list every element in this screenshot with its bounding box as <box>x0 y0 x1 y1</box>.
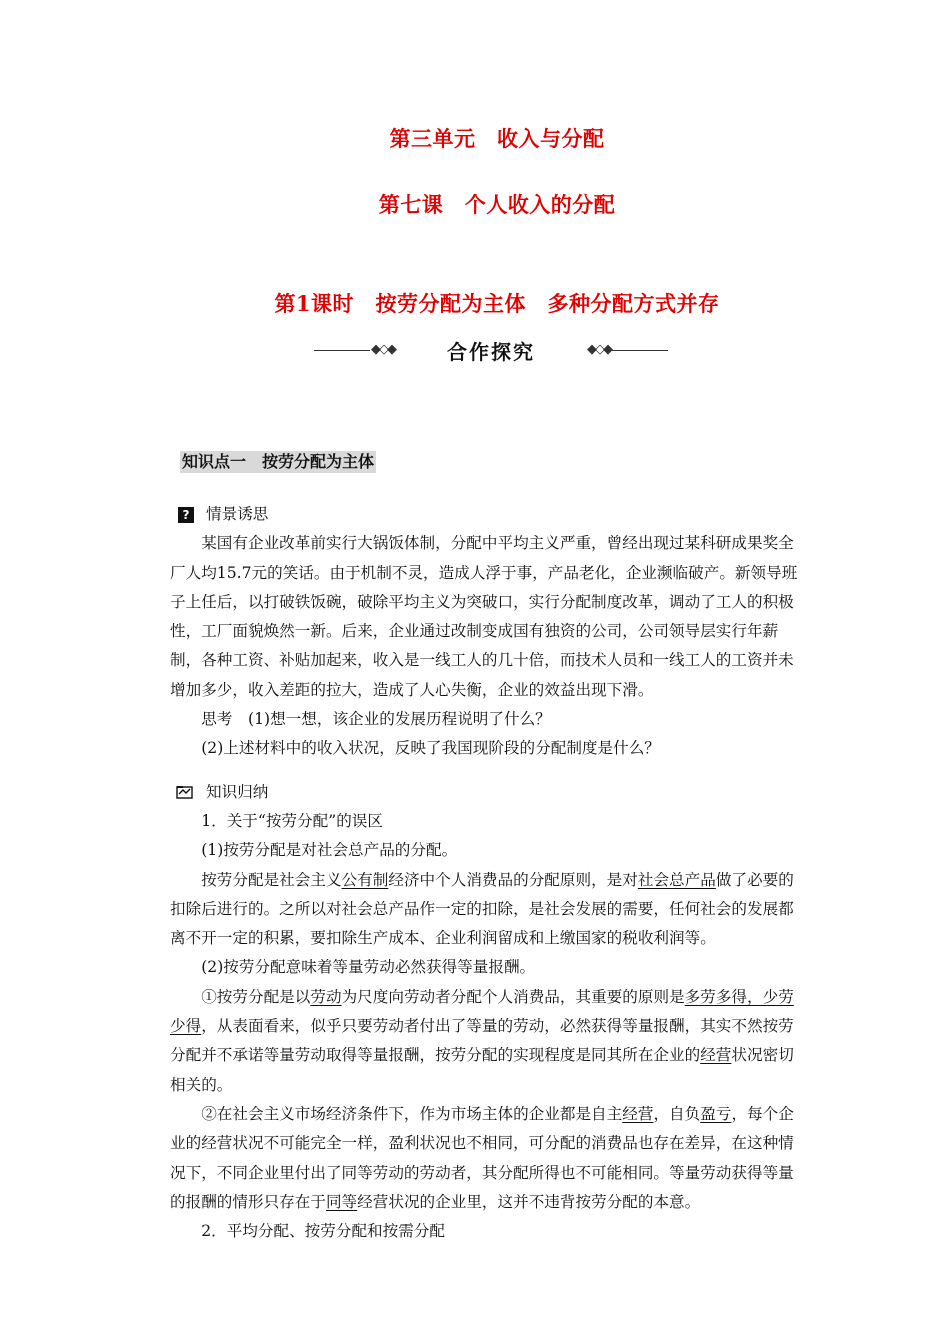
summary-paragraph-1: 按劳分配是社会主义公有制经济中个人消费品的分配原则，是对社会总产品做了必要的扣除后进行的。之所以对社会总产品作一定的扣除，是社会发展的需要，任何社会的发展都离不开一定的积累，要扣除生产成本、企业利润留成和上缴国家的税收利润等。 <box>170 870 794 948</box>
think-question-1 <box>170 705 806 734</box>
notebook-icon <box>176 785 194 799</box>
banner-title: 合作探究 <box>447 340 535 364</box>
summary-label-row <box>170 778 806 807</box>
summary-paragraph-3: ②在社会主义市场经济条件下，作为市场主体的企业都是自主经营，自负盈亏，每个企业的经营状况不可能完全一样，盈利状况也不相同，可分配的消费品也存在差异，在这种情况下，不同企业里付出了同等劳动的劳动者，其分配所得也不可能相同。等量劳动获得等量的报酬的情形只存在于同等经营状况的企业里，这并不违背按劳分配的本意。 <box>170 1104 794 1211</box>
summary-heading-2: 2．平均分配、按劳分配和按需分配 <box>201 1222 446 1241</box>
scenario-label-row <box>170 500 806 529</box>
banner-divider-right <box>612 350 668 351</box>
underlined-term: 盈亏 <box>700 1104 732 1123</box>
underlined-term: 经营 <box>700 1046 732 1065</box>
section-banner <box>314 336 668 364</box>
knowledge-point-title: 按劳分配为主体 <box>262 452 375 471</box>
unit-title: 第三单元 收入与分配 <box>389 126 605 151</box>
underlined-term: 公有制 <box>341 870 389 889</box>
question-icon: ? <box>178 507 194 523</box>
main-content <box>170 500 806 1246</box>
lesson-title: 第七课 个人收入的分配 <box>378 192 616 217</box>
underlined-term: 多劳多得，少劳少得 <box>170 987 794 1036</box>
summary-heading-1: 1．关于“按劳分配”的误区 <box>201 811 383 830</box>
summary-label: 知识归纳 <box>206 782 269 801</box>
knowledge-point-label: 知识点一 <box>182 452 247 471</box>
summary-subheading-2: (2)按劳分配意味着等量劳动必然获得等量报酬。 <box>201 958 536 977</box>
underlined-term: 经营 <box>622 1104 654 1123</box>
think-q1: (1)想一想，该企业的发展历程说明了什么？ <box>248 710 551 729</box>
think-label: 思考 <box>201 710 233 729</box>
underlined-term: 社会总产品 <box>637 870 716 889</box>
think-question-2: (2)上述材料中的收入状况，反映了我国现阶段的分配制度是什么？ <box>201 739 660 758</box>
summary-paragraph-2: ①按劳分配是以劳动为尺度向劳动者分配个人消费品，其重要的原则是多劳多得，少劳少得，从表面看来，似乎只要劳动者付出了等量的劳动，必然获得等量报酬，其实不然按劳分配并不承诺等量劳动取得等量报酬，按劳分配的实现程度是同其所在企业的经营状况密切相关的。 <box>170 987 794 1094</box>
period-title: 第1课时 按劳分配为主体 多种分配方式并存 <box>274 291 720 316</box>
scenario-paragraph: 某国有企业改革前实行大锅饭体制，分配中平均主义严重，曾经出现过某科研成果奖全厂人均15.7元的笑话。由于机制不灵，造成人浮于事，产品老化，企业濒临破产。新领导班子上任后，以打破铁饭碗，破除平均主义为突破口，实行分配制度改革，调动了工人的积极性，工厂面貌焕然一新。后来，企业通过改制变成国有独资的公司，公司领导层实行年薪制，各种工资、补贴加起来，收入是一线工人的几十倍，而技术人员和一线工人的工资并未增加多少，收入差距的拉大，造成了人心失衡，企业的效益出现下滑。 <box>170 534 798 699</box>
underlined-term: 同等 <box>325 1192 358 1211</box>
ornament-right-icon: ◆◇◆ <box>587 342 611 357</box>
underlined-term: 劳动 <box>310 987 342 1006</box>
summary-subheading-1: (1)按劳分配是对社会总产品的分配。 <box>201 841 458 860</box>
knowledge-point-heading <box>180 451 376 473</box>
scenario-label: 情景诱思 <box>206 505 269 523</box>
ornament-left-icon: ◆◇◆ <box>371 342 395 357</box>
